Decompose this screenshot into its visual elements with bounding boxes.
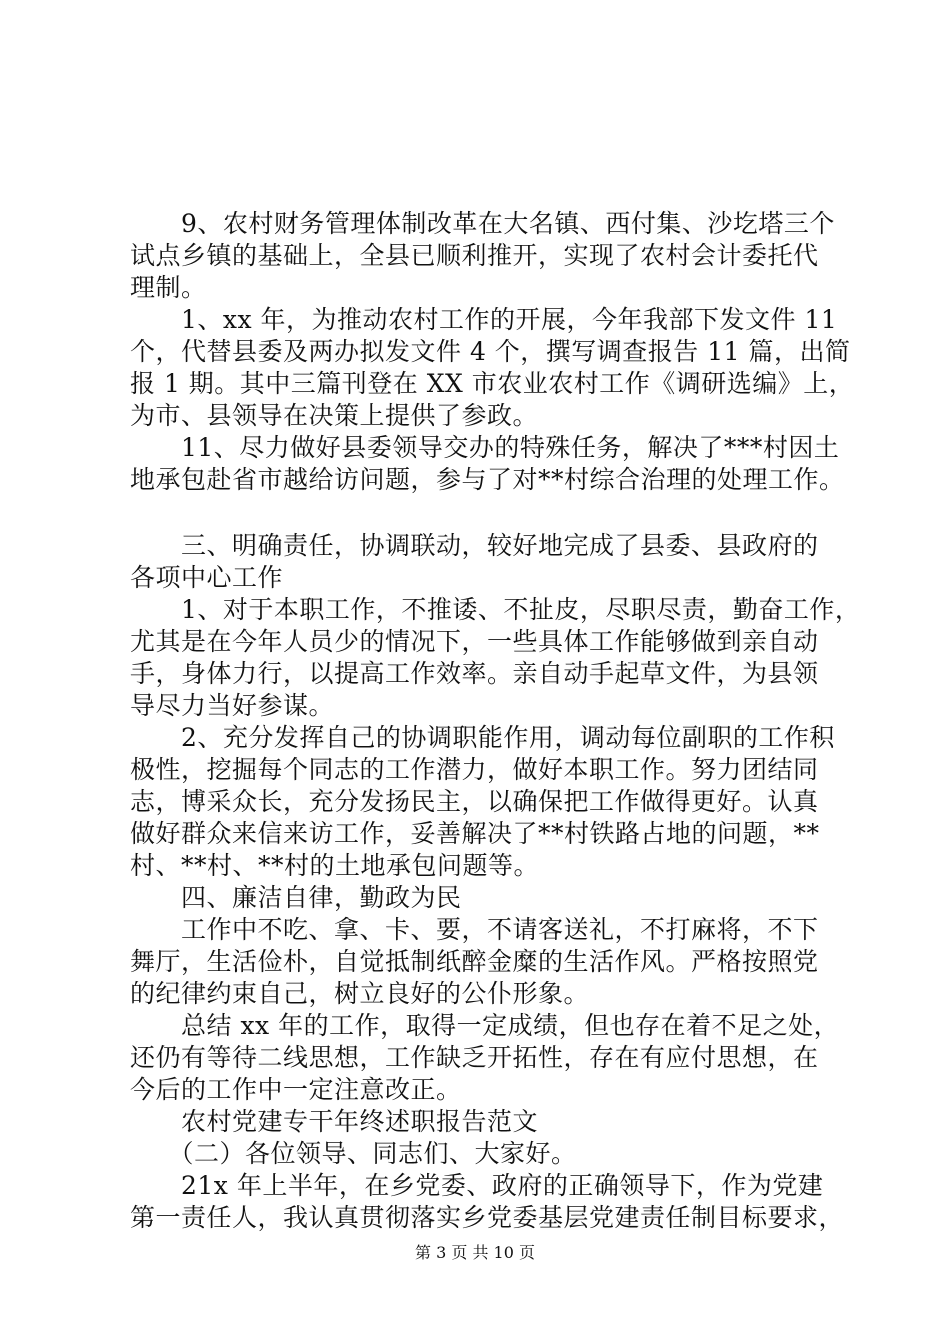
text-line: 导尽力当好参谋。 bbox=[130, 691, 335, 720]
section-heading: 四、廉洁自律，勤政为民 bbox=[130, 883, 462, 912]
text-line: （二）各位领导、同志们、大家好。 bbox=[130, 1139, 577, 1168]
text-line: 极性，挖掘每个同志的工作潜力，做好本职工作。努力团结同 bbox=[130, 755, 819, 784]
document-title: 农村党建专干年终述职报告范文 bbox=[130, 1107, 539, 1136]
text-line: 第一责任人，我认真贯彻落实乡党委基层党建责任制目标要求， bbox=[130, 1203, 845, 1232]
text-line: 村、**村、**村的土地承包问题等。 bbox=[130, 851, 540, 880]
text-line: 9、农村财务管理体制改革在大名镇、西付集、沙圪塔三个 bbox=[130, 209, 835, 238]
text-line: 手，身体力行，以提高工作效率。亲自动手起草文件，为县领 bbox=[130, 659, 819, 688]
text-line: 为市、县领导在决策上提供了参政。 bbox=[130, 401, 539, 430]
page-number: 第 3 页 共 10 页 bbox=[415, 1243, 535, 1262]
text-line: 做好群众来信来访工作，妥善解决了**村铁路占地的问题，** bbox=[130, 819, 820, 848]
section-heading: 三、明确责任，协调联动，较好地完成了县委、县政府的 bbox=[130, 531, 819, 560]
text-line: 还仍有等待二线思想，工作缺乏开拓性，存在有应付思想，在 bbox=[130, 1043, 819, 1072]
text-line: 总结 xx 年的工作，取得一定成绩，但也存在着不足之处， bbox=[130, 1011, 840, 1040]
text-line: 今后的工作中一定注意改正。 bbox=[130, 1075, 462, 1104]
document-body bbox=[130, 208, 861, 1234]
text-line: 舞厅，生活俭朴，自觉抵制纸醉金糜的生活作风。严格按照党 bbox=[130, 947, 819, 976]
text-line: 工作中不吃、拿、卡、要，不请客送礼，不打麻将，不下 bbox=[130, 915, 819, 944]
text-line: 地承包赴省市越给访问题，参与了对**村综合治理的处理工作。 bbox=[130, 465, 845, 494]
text-line: 的纪律约束自己，树立良好的公仆形象。 bbox=[130, 979, 590, 1008]
text-line: 21x 年上半年，在乡党委、政府的正确领导下，作为党建 bbox=[130, 1171, 824, 1200]
text-line: 各项中心工作 bbox=[130, 563, 284, 592]
text-line: 个，代替县委及两办拟发文件 4 个，撰写调查报告 11 篇，出简 bbox=[130, 337, 851, 366]
paragraph-gap bbox=[130, 496, 850, 530]
text-line: 1、对于本职工作，不推诿、不扯皮，尽职尽责，勤奋工作， bbox=[130, 595, 861, 624]
text-line: 报 1 期。其中三篇刊登在 XX 市农业农村工作《调研选编》上， bbox=[130, 369, 855, 398]
text-line: 1、xx 年，为推动农村工作的开展，今年我部下发文件 11 bbox=[130, 305, 838, 334]
text-line: 理制。 bbox=[130, 273, 207, 302]
text-line: 11、尽力做好县委领导交办的特殊任务，解决了***村因土 bbox=[130, 433, 840, 462]
text-line: 试点乡镇的基础上，全县已顺利推开，实现了农村会计委托代 bbox=[130, 241, 819, 270]
text-line: 2、充分发挥自己的协调职能作用，调动每位副职的工作积 bbox=[130, 723, 835, 752]
text-line: 尤其是在今年人员少的情况下，一些具体工作能够做到亲自动 bbox=[130, 627, 819, 656]
text-line: 志，博采众长，充分发扬民主，以确保把工作做得更好。认真 bbox=[130, 787, 819, 816]
